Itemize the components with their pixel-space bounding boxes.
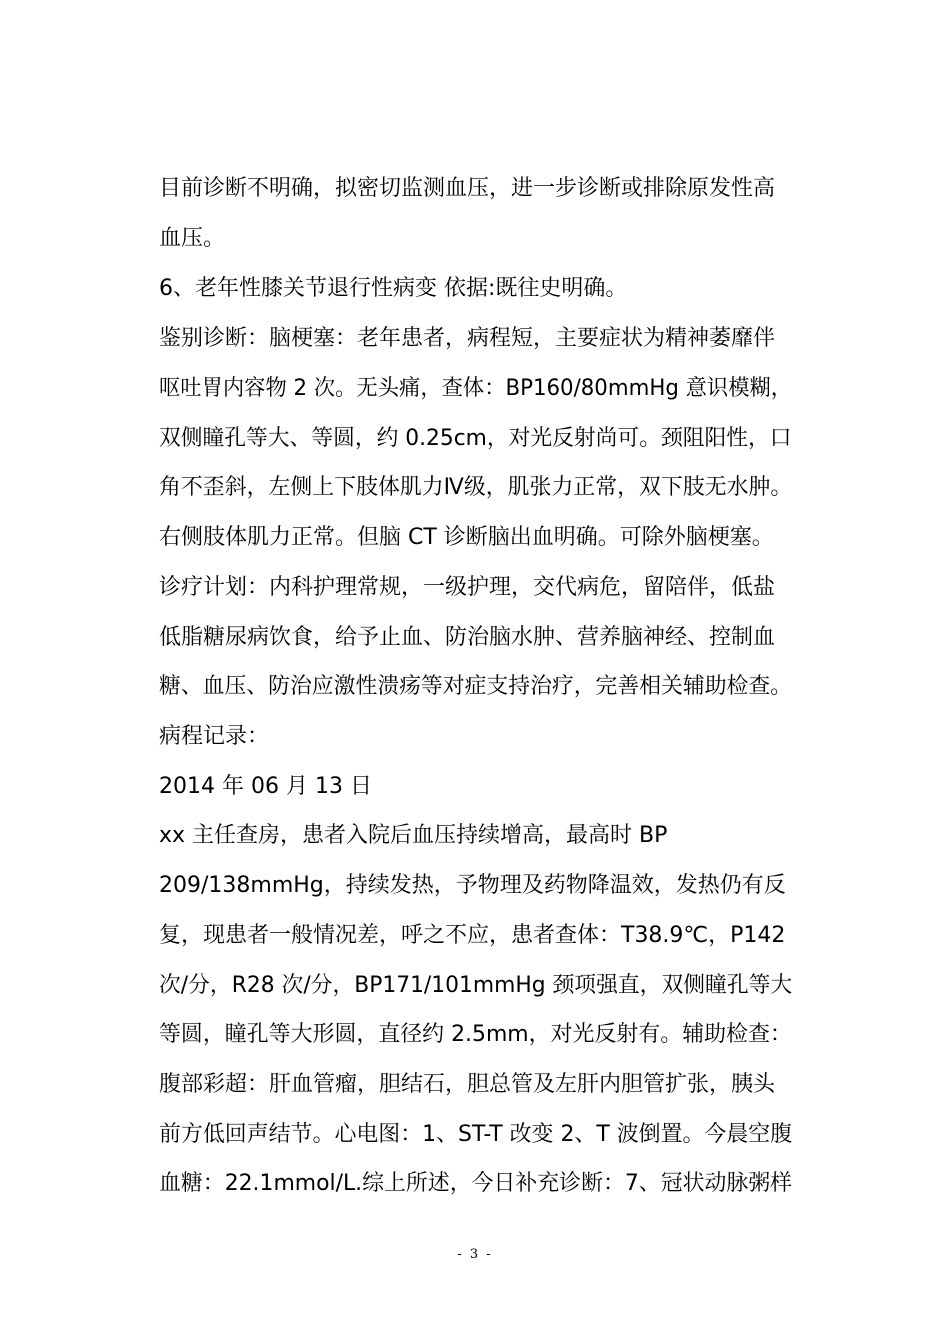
text-line: 右侧肢体肌力正常。但脑 CT 诊断脑出血明确。可除外脑梗塞。 — [159, 525, 774, 550]
page-number: - 3 - — [457, 1247, 493, 1262]
text-line: 2014 年 06 月 13 日 — [159, 774, 372, 799]
text-line: 角不歪斜，左侧上下肢体肌力Ⅳ级，肌张力正常，双下肢无水肿。 — [159, 475, 793, 500]
text-line: 腹部彩超：肝血管瘤，胆结石，胆总管及左肝内胆管扩张，胰头 — [159, 1072, 776, 1097]
text-line: xx 主任查房，患者入院后血压持续增高，最高时 BP — [159, 823, 668, 848]
text-line: 目前诊断不明确，拟密切监测血压，进一步诊断或排除原发性高 — [159, 176, 776, 201]
text-line: 双侧瞳孔等大、等圆，约 0.25cm，对光反射尚可。颈阻阳性，口 — [159, 426, 792, 451]
text-line: 次/分，R28 次/分，BP171/101mmHg 颈项强直，双侧瞳孔等大 — [159, 973, 793, 998]
text-line: 前方低回声结节。心电图：1、ST-T 改变 2、T 波倒置。今晨空腹 — [159, 1122, 793, 1147]
text-line: 呕吐胃内容物 2 次。无头痛，查体：BP160/80mmHg 意识模糊， — [159, 376, 793, 401]
text-line: 血糖：22.1mmol/L.综上所述，今日补充诊断：7、冠状动脉粥样 — [159, 1171, 793, 1196]
text-line: 鉴别诊断：脑梗塞：老年患者，病程短，主要症状为精神萎靡伴 — [159, 326, 776, 351]
text-line: 血压。 — [159, 226, 226, 251]
text-line: 209/138mmHg，持续发热，予物理及药物降温效，发热仍有反 — [159, 873, 786, 898]
text-line: 糖、血压、防治应激性溃疡等对症支持治疗，完善相关辅助检查。 — [159, 674, 793, 699]
text-line: 低脂糖尿病饮食，给予止血、防治脑水肿、营养脑神经、控制血 — [159, 625, 776, 650]
text-line: 6、老年性膝关节退行性病变 依据:既往史明确。 — [159, 276, 628, 301]
text-line: 等圆，瞳孔等大形圆，直径约 2.5mm，对光反射有。辅助检查： — [159, 1022, 792, 1047]
text-line: 病程记录： — [159, 724, 270, 749]
text-line: 复，现患者一般情况差，呼之不应，患者查体：T38.9℃，P142 — [159, 923, 786, 948]
text-line: 诊疗计划：内科护理常规，一级护理，交代病危，留陪伴，低盐 — [159, 575, 776, 600]
